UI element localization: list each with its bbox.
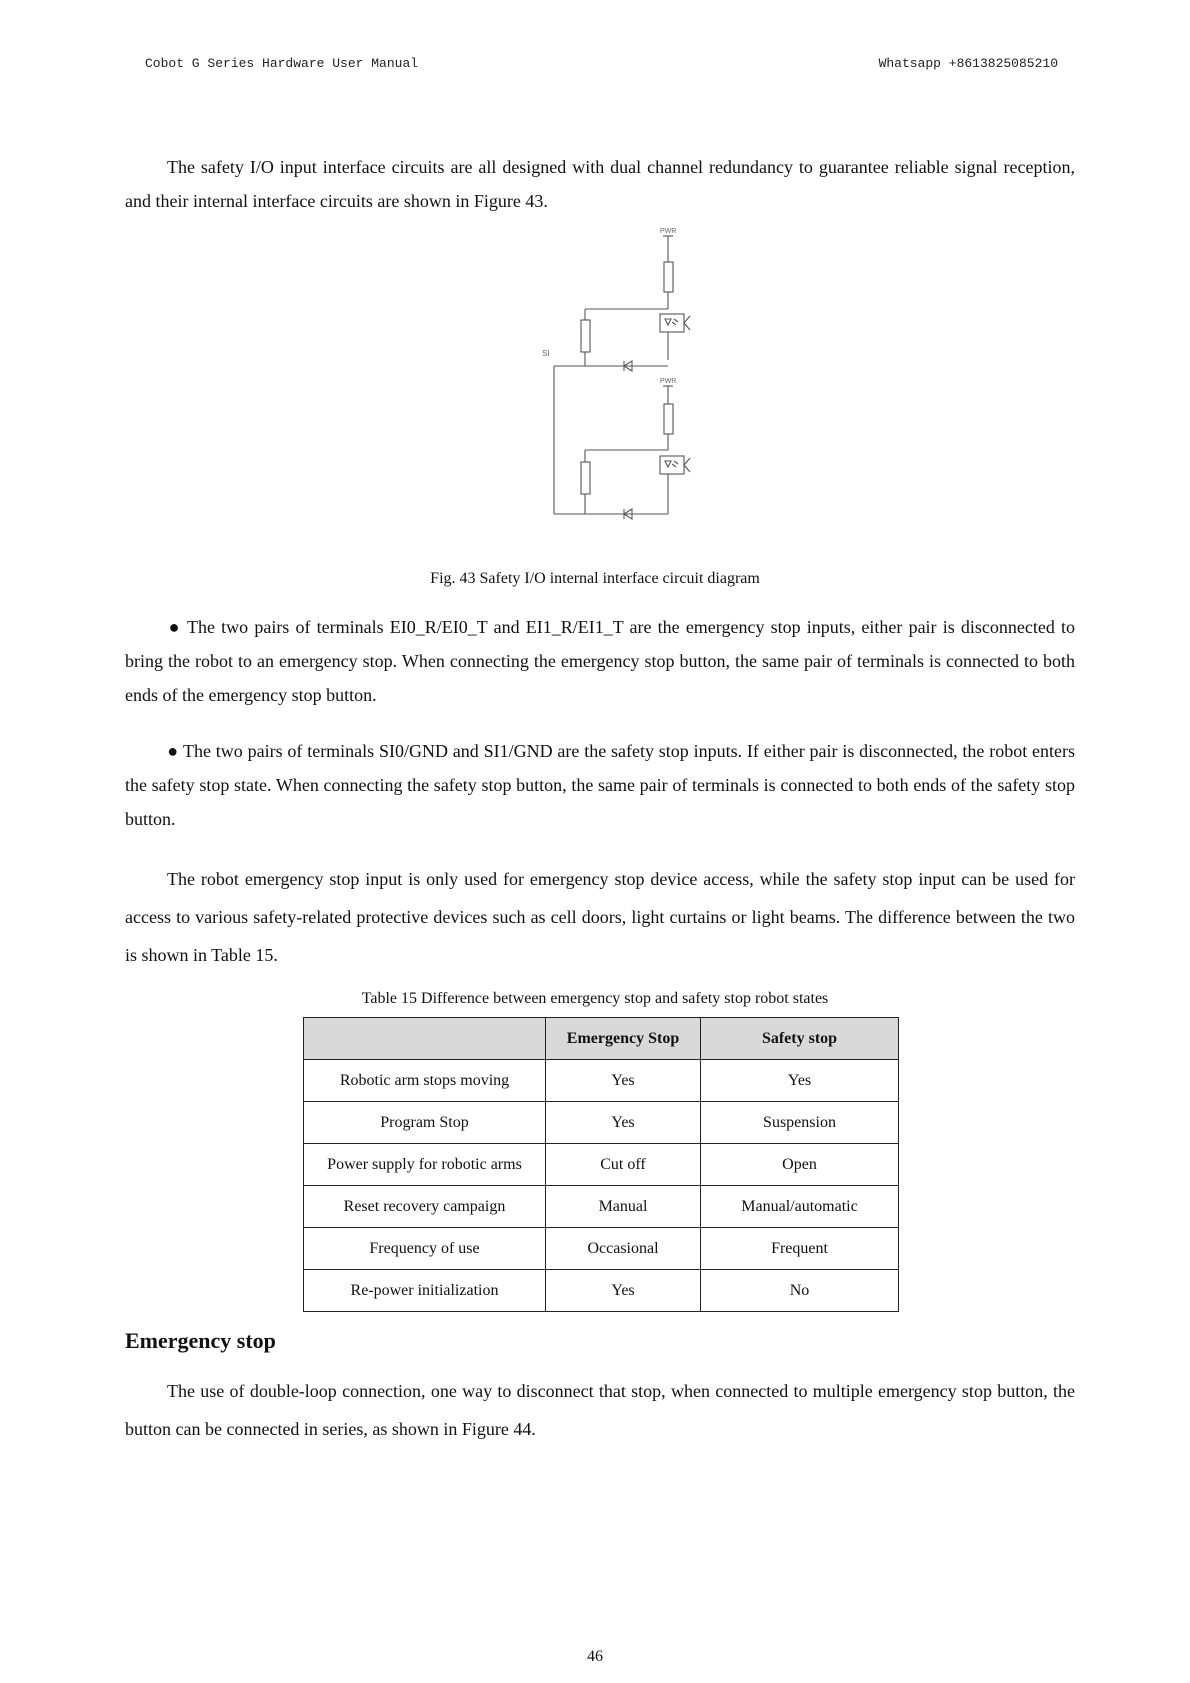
page-number: 46 [587, 1648, 603, 1665]
table-cell: Yes [546, 1102, 701, 1144]
table-row [304, 1144, 899, 1186]
table-row [304, 1060, 899, 1102]
pwr-label-top: PWR [660, 228, 677, 235]
section-heading: Emergency stop [125, 1328, 276, 1353]
safety-io-circuit-diagram [540, 224, 718, 552]
emergency-stop-paragraph [125, 1372, 1075, 1448]
bullet-emergency-text: ● The two pairs of terminals EI0_R/EI0_T and EI1_R/EI1_T are the emergency stop inputs, either pair is disconnected to bring the robot to an emergency stop. When connecting the emergency stop button, the same pair of terminals is connected to both ends of the emergency stop button. [125, 617, 1075, 705]
table-cell: Open [701, 1144, 899, 1186]
table-cell: Manual/automatic [701, 1186, 899, 1228]
table-cell: Suspension [701, 1102, 899, 1144]
table-cell: Re-power initialization [304, 1270, 546, 1312]
table-row [304, 1186, 899, 1228]
table-cell: Cut off [546, 1144, 701, 1186]
difference-text: The robot emergency stop input is only used for emergency stop device access, while the safety stop input can be used for access to various safety-related protective devices such as cell doors, light curtains or light beams. The difference between the two is shown in Table 15. [125, 869, 1075, 965]
table-cell: Power supply for robotic arms [304, 1144, 546, 1186]
table-row [304, 1228, 899, 1270]
intro-paragraph [125, 150, 1075, 218]
header-title: Cobot G Series Hardware User Manual [145, 56, 419, 71]
stop-comparison-table [303, 1017, 899, 1312]
table-cell: Occasional [546, 1228, 701, 1270]
bullet-safety-text: ● The two pairs of terminals SI0/GND and SI1/GND are the safety stop inputs. If either pair is disconnected, the robot enters the safety stop state. When connecting the safety stop button, the same pair of terminals is connected to both ends of the safety stop button. [125, 741, 1075, 829]
table-cell: Yes [546, 1060, 701, 1102]
difference-paragraph [125, 860, 1075, 974]
table-cell: Reset recovery campaign [304, 1186, 546, 1228]
table-header-row [304, 1018, 899, 1060]
pwr-label-bottom: PWR [660, 378, 677, 385]
table-cell: Robotic arm stops moving [304, 1060, 546, 1102]
table-cell: No [701, 1270, 899, 1312]
table-cell: Program Stop [304, 1102, 546, 1144]
table-cell: Manual [546, 1186, 701, 1228]
table-row [304, 1270, 899, 1312]
bullet-emergency-inputs [125, 610, 1075, 712]
table-caption: Table 15 Difference between emergency stop and safety stop robot states [361, 990, 829, 1007]
table-header-emergency: Emergency Stop [546, 1018, 701, 1060]
table-cell: Yes [701, 1060, 899, 1102]
table-header-blank [304, 1018, 546, 1060]
table-cell: Frequency of use [304, 1228, 546, 1270]
header-contact: Whatsapp +8613825085210 [878, 56, 1058, 71]
table-row [304, 1102, 899, 1144]
figure-caption: Fig. 43 Safety I/O internal interface circuit diagram [430, 570, 760, 587]
table-cell: Frequent [701, 1228, 899, 1270]
emergency-stop-text: The use of double-loop connection, one way to disconnect that stop, when connected to multiple emergency stop button, the button can be connected in series, as shown in Figure 44. [125, 1381, 1075, 1439]
si-label: SI [542, 349, 550, 358]
table-header-safety: Safety stop [701, 1018, 899, 1060]
intro-text: The safety I/O input interface circuits are all designed with dual channel redundancy to guarantee reliable signal reception, and their internal interface circuits are shown in Figure 43. [125, 157, 1075, 211]
table-cell: Yes [546, 1270, 701, 1312]
bullet-safety-inputs [125, 734, 1075, 836]
